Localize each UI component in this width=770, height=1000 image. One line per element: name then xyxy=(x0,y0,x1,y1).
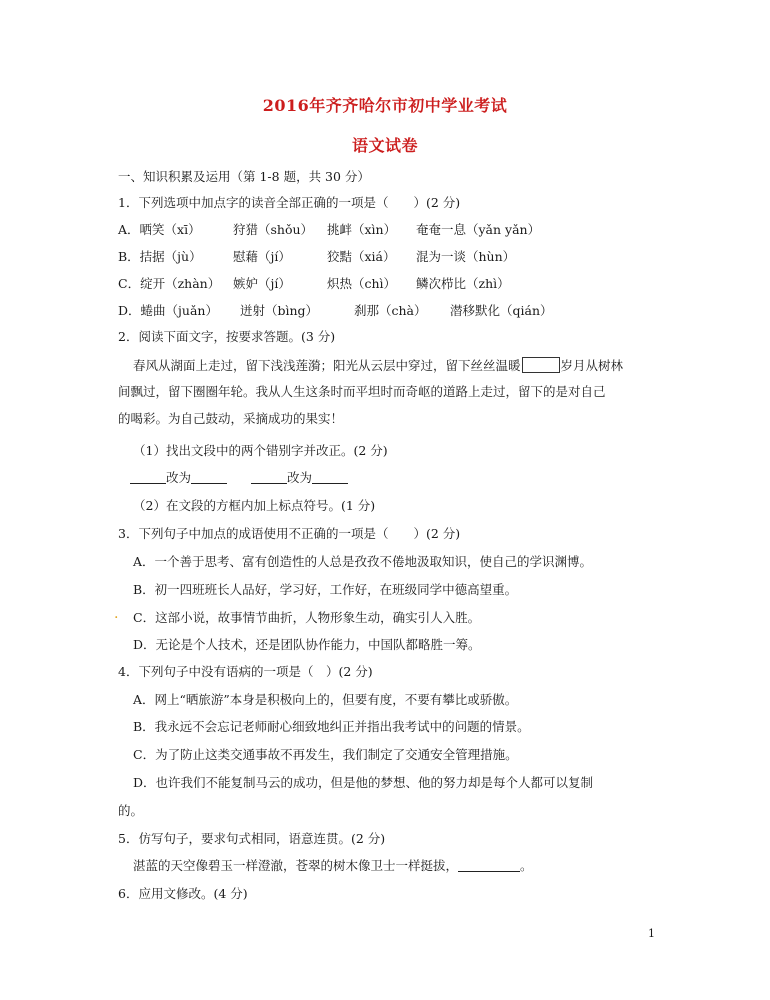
margin-marker: . xyxy=(114,606,119,622)
passage-line-1 xyxy=(133,357,623,374)
q1-option-c-3: 炽热（chì） xyxy=(327,276,397,291)
passage-text: 岁月从树林 xyxy=(560,358,624,373)
q4-option-a: A．网上“晒旅游”本身是积极向上的，但要有度，不要有攀比或骄傲。 xyxy=(133,692,518,707)
question-2-stem: 2．阅读下面文字，按要求答题。(3 分) xyxy=(118,329,336,344)
q1-option-d-1: D．蜷曲（juǎn） xyxy=(118,303,218,318)
question-2-sub-2: （2）在文段的方框内加上标点符号。(1 分) xyxy=(133,498,376,513)
answer-blank[interactable] xyxy=(251,471,287,484)
q1-option-a-4: 奄奄一息（yǎn yǎn） xyxy=(416,222,541,237)
passage-line-3: 的喝彩。为自己鼓动，采摘成功的果实！ xyxy=(118,411,344,426)
q1-option-c-2: 嫉妒（jí） xyxy=(233,276,291,291)
q4-option-c: C．为了防止这类交通事故不再发生，我们制定了交通安全管理措施。 xyxy=(133,747,518,762)
passage-line-2: 间飘过，留下圈圈年轮。我从人生这条时而平坦时而奇岖的道路上走过，留下的是对自己 xyxy=(118,384,606,399)
q1-option-b-4: 混为一谈（hùn） xyxy=(416,249,516,264)
q5-text: 湛蓝的天空像碧玉一样澄澈，苍翠的树木像卫士一样挺拔， xyxy=(133,858,459,873)
answer-blank[interactable] xyxy=(130,471,166,484)
q1-option-b-1: B．拮据（jù） xyxy=(118,249,202,264)
q3-option-b: B．初一四班班长人品好，学习好，工作好，在班级同学中德高望重。 xyxy=(133,582,518,597)
q4-option-b: B．我永远不会忘记老师耐心细致地纠正并指出我考试中的问题的情景。 xyxy=(133,719,530,734)
correction-row xyxy=(130,470,348,486)
q3-option-d: D．无论是个人技术，还是团队协作能力，中国队都略胜一筹。 xyxy=(133,637,481,652)
q1-option-d-4: 潜移默化（qián） xyxy=(450,303,553,318)
q1-option-a-2: 狩猎（shǒu） xyxy=(233,222,314,237)
answer-blank[interactable] xyxy=(312,471,348,484)
section-heading: 一、知识积累及运用（第 1-8 题，共 30 分） xyxy=(118,169,370,184)
question-6-stem: 6．应用文修改。(4 分) xyxy=(118,886,248,901)
q1-option-a-1: A．哂笑（xī） xyxy=(118,222,201,237)
exam-subtitle: 语文试卷 xyxy=(351,136,418,155)
q4-option-d-wrap: 的。 xyxy=(118,803,144,818)
question-3-stem: 3．下列句子中加点的成语使用不正确的一项是（ ）(2 分) xyxy=(118,526,461,541)
question-4-stem: 4．下列句子中没有语病的一项是（ ）(2 分) xyxy=(118,664,373,679)
q1-option-d-2: 迸射（bìng） xyxy=(240,303,319,318)
answer-blank[interactable] xyxy=(191,471,227,484)
change-label: 改为 xyxy=(286,470,312,485)
q1-option-c-4: 鳞次栉比（zhì） xyxy=(416,276,510,291)
q5-end: 。 xyxy=(520,858,533,873)
question-2-sub-1: （1）找出文段中的两个错别字并改正。(2 分) xyxy=(133,443,388,458)
q3-option-a: A．一个善于思考、富有创造性的人总是孜孜不倦地汲取知识，使自己的学识渊博。 xyxy=(133,554,593,569)
punctuation-box[interactable] xyxy=(522,357,560,373)
q1-option-b-3: 狡黠（xiá） xyxy=(327,249,396,264)
q1-option-b-2: 慰藉（jí） xyxy=(233,249,291,264)
q1-option-c-1: C．绽开（zhàn） xyxy=(118,276,221,291)
q1-option-a-3: 挑衅（xìn） xyxy=(327,222,397,237)
change-label: 改为 xyxy=(166,470,192,485)
q4-option-d: D．也许我们不能复制马云的成功，但是他的梦想、他的努力却是每个人都可以复制 xyxy=(133,775,594,790)
page-number: 1 xyxy=(648,927,655,940)
question-5-stem: 5．仿写句子，要求句式相同，语意连贯。(2 分) xyxy=(118,831,386,846)
q5-sentence xyxy=(133,858,533,874)
answer-blank[interactable] xyxy=(458,859,520,872)
q3-option-c: C．这部小说，故事情节曲折，人物形象生动，确实引人入胜。 xyxy=(133,610,481,625)
passage-text: 春风从湖面上走过，留下浅浅莲漪；阳光从云层中穿过，留下丝丝温暖 xyxy=(133,358,521,373)
exam-title: 2016年齐齐哈尔市初中学业考试 xyxy=(262,96,508,115)
q1-option-d-3: 刹那（chà） xyxy=(354,303,427,318)
question-1-stem: 1．下列选项中加点字的读音全部正确的一项是（ ）(2 分) xyxy=(118,195,461,210)
